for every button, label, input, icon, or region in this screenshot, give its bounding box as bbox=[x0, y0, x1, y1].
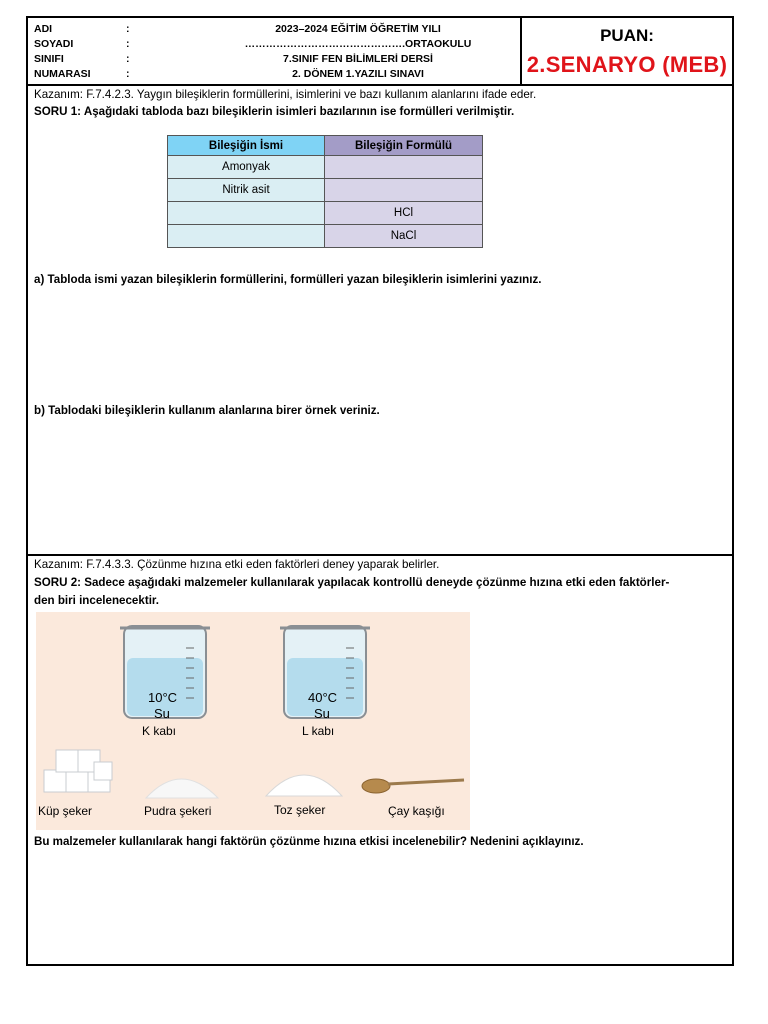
q2-title-line2: den biri incelenecektir. bbox=[34, 594, 160, 607]
table-cell bbox=[325, 156, 483, 179]
q1-part-b: b) Tablodaki bileşiklerin kullanım alanlarına birer örnek veriniz. bbox=[34, 404, 380, 417]
exam-name: 2. DÖNEM 1.YAZILI SINAVI bbox=[292, 68, 424, 80]
colon: : bbox=[126, 23, 130, 35]
label-adi: ADI bbox=[34, 23, 53, 35]
q1-kazanim: Kazanım: F.7.4.2.3. Yaygın bileşiklerin formüllerini, isimlerini ve bazı kullanım alanlarını ifade eder. bbox=[34, 88, 537, 101]
materials-drawing bbox=[36, 612, 470, 830]
q2-question: Bu malzemeler kullanılarak hangi faktörün çözünme hızına etkisi incelenebilir? Nedenini açıklayınız. bbox=[34, 835, 584, 848]
table-cell: Nitrik asit bbox=[168, 179, 325, 202]
beaker-l-liquid: Su bbox=[314, 706, 330, 721]
granulated-sugar-icon bbox=[266, 775, 342, 796]
table-cell: HCl bbox=[325, 202, 483, 225]
table-row bbox=[168, 179, 483, 202]
table-row bbox=[168, 156, 483, 179]
school-year: 2023–2024 EĞİTİM ÖĞRETİM YILI bbox=[275, 23, 441, 35]
beaker-k-temp: 10°C bbox=[148, 690, 178, 705]
colon: : bbox=[126, 53, 130, 65]
beaker-k-liquid: Su bbox=[154, 706, 170, 721]
colon: : bbox=[126, 68, 130, 80]
table-row bbox=[168, 202, 483, 225]
item-label: Pudra şekeri bbox=[144, 804, 212, 818]
q2-kazanim: Kazanım: F.7.4.3.3. Çözünme hızına etki eden faktörleri deney yaparak belirler. bbox=[34, 558, 440, 571]
item-label: Toz şeker bbox=[274, 803, 326, 817]
beaker-l-temp: 40°C bbox=[308, 690, 338, 705]
item-label: Küp şeker bbox=[38, 804, 93, 818]
course-name: 7.SINIF FEN BİLİMLERİ DERSİ bbox=[283, 53, 433, 65]
student-info-header bbox=[28, 18, 522, 86]
materials-illustration bbox=[36, 612, 470, 830]
colon: : bbox=[126, 38, 130, 50]
school-name: ……………………………………….ORTAOKULU bbox=[244, 38, 472, 50]
q1-title: SORU 1: Aşağıdaki tabloda bazı bileşiklerin isimleri bazılarının ise formülleri verilmiştir. bbox=[34, 105, 515, 118]
item-label: Çay kaşığı bbox=[388, 804, 445, 818]
label-numarasi: NUMARASI bbox=[34, 68, 91, 80]
scenario-title: 2.SENARYO (MEB) bbox=[526, 52, 728, 77]
table-cell bbox=[168, 202, 325, 225]
beaker-k-label: K kabı bbox=[142, 724, 177, 738]
table-row bbox=[168, 225, 483, 248]
sugar-cubes-icon bbox=[44, 750, 112, 792]
table-header-formula: Bileşiğin Formülü bbox=[325, 136, 483, 156]
q1-part-a: a) Tabloda ismi yazan bileşiklerin formüllerini, formülleri yazan bileşiklerin isimlerini yazınız. bbox=[34, 273, 542, 286]
compound-table bbox=[167, 135, 483, 248]
table-cell: NaCl bbox=[325, 225, 483, 248]
table-cell bbox=[325, 179, 483, 202]
label-sinifi: SINIFI bbox=[34, 53, 64, 65]
beaker-l-label: L kabı bbox=[302, 724, 335, 738]
table-header-name: Bileşiğin İsmi bbox=[168, 136, 325, 156]
exam-sheet bbox=[26, 16, 734, 966]
teaspoon-icon bbox=[362, 779, 464, 793]
table-cell bbox=[168, 225, 325, 248]
score-label: PUAN: bbox=[600, 26, 654, 45]
table-cell: Amonyak bbox=[168, 156, 325, 179]
powdered-sugar-icon bbox=[146, 779, 218, 798]
score-box bbox=[522, 18, 732, 86]
label-soyadi: SOYADI bbox=[34, 38, 74, 50]
q2-title-line1: SORU 2: Sadece aşağıdaki malzemeler kullanılarak yapılacak kontrollü deneyde çözünme hızına etki eden faktörler- bbox=[34, 576, 670, 589]
